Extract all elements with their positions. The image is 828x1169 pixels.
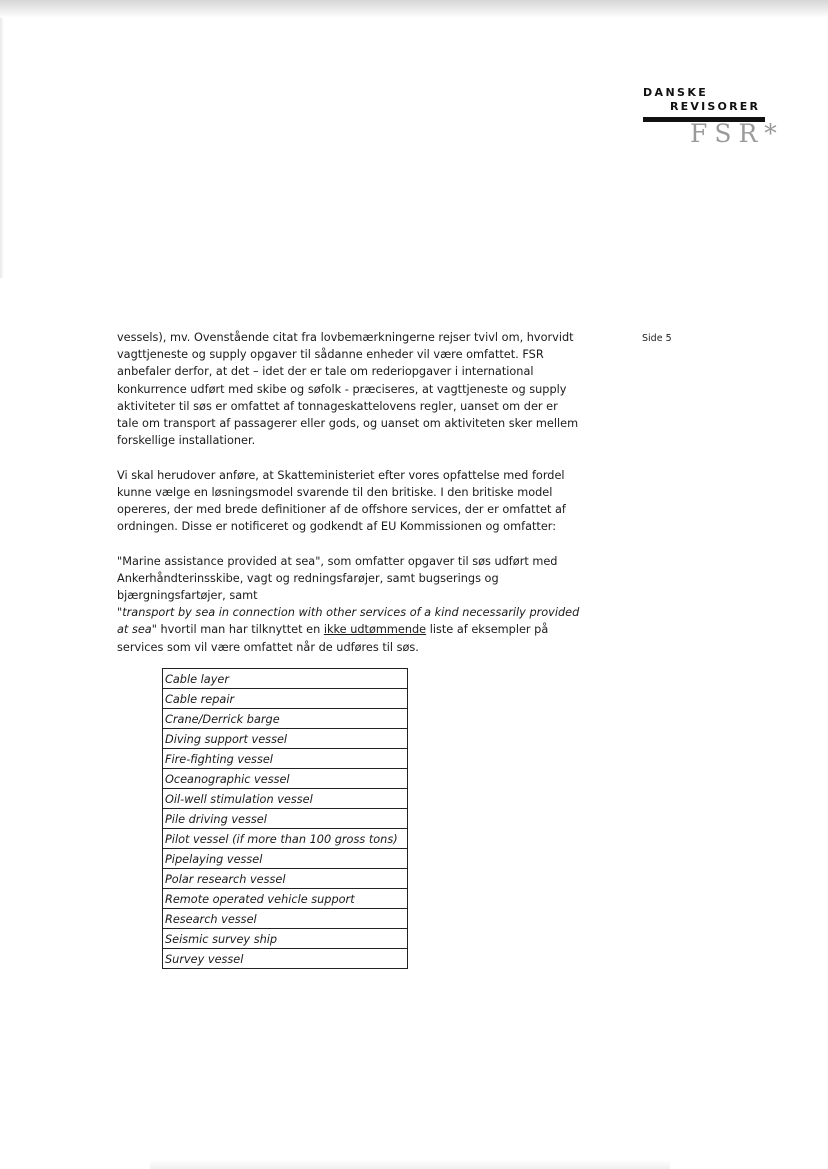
- table-cell: Polar research vessel: [163, 869, 408, 889]
- table-cell: Pile driving vessel: [163, 809, 408, 829]
- table-row: [163, 789, 408, 809]
- paragraph-3-emphasis: ikke udtømmende: [323, 623, 427, 637]
- table-row: [163, 829, 408, 849]
- logo-line-danske: DANSKE: [643, 86, 709, 99]
- table-cell: Diving support vessel: [163, 729, 408, 749]
- table-cell: Crane/Derrick barge: [163, 709, 408, 729]
- table-row: [163, 869, 408, 889]
- scan-top-edge: [0, 0, 828, 18]
- table-row: [163, 689, 408, 709]
- table-cell: Research vessel: [163, 909, 408, 929]
- paragraph-3: [117, 553, 617, 656]
- table-row: [163, 749, 408, 769]
- table-cell: Survey vessel: [163, 949, 408, 969]
- scan-bottom-edge: [150, 1160, 670, 1169]
- fsr-logo: [600, 86, 784, 156]
- table-cell: Cable layer: [163, 669, 408, 689]
- table-row: [163, 809, 408, 829]
- table-row: [163, 949, 408, 969]
- paragraph-3-text: hvortil man har tilknyttet en: [156, 623, 324, 637]
- document-body: [117, 329, 617, 656]
- table-row: [163, 769, 408, 789]
- table-row: [163, 729, 408, 749]
- page-number: Side 5: [642, 333, 672, 344]
- table-row: [163, 889, 408, 909]
- table-cell: Fire-fighting vessel: [163, 749, 408, 769]
- table-row: [163, 909, 408, 929]
- table-cell: Pipelaying vessel: [163, 849, 408, 869]
- table-row: [163, 929, 408, 949]
- paragraph-3-tail: liste af eksempler på services som vil være omfattet når de udføres til søs.: [117, 623, 549, 654]
- paragraph-3-intro: "Marine assistance provided at sea", som omfatter opgaver til søs udført med Ankerhåndterinsskibe, vagt og redningsfarøjer, samt bugserings og bjærgningsfartøjer, samt: [117, 554, 558, 603]
- table-cell: Oceanographic vessel: [163, 769, 408, 789]
- table-cell: Oil-well stimulation vessel: [163, 789, 408, 809]
- table-row: [163, 849, 408, 869]
- table-row: [163, 669, 408, 689]
- table-row: [163, 709, 408, 729]
- table-cell: Cable repair: [163, 689, 408, 709]
- logo-mark-fsr: FSR*: [690, 119, 784, 148]
- table-cell: Remote operated vehicle support: [163, 889, 408, 909]
- paragraph-1: vessels), mv. Ovenstående citat fra lovbemærkningerne rejser tvivl om, hvorvidt vagttjeneste og supply opgaver til sådanne enheder vil være omfattet. FSR anbefaler derfor, at det – idet der er tale om rederiopgaver i international konkurrence udført med skibe og søfolk - præciseres, at vagttjeneste og supply aktiviteter til søs er omfattet af tonnageskattelovens regler, uanset om der er tale om transport af passagerer eller gods, og uanset om aktiviteten sker mellem forskellige installationer.: [117, 331, 579, 448]
- paragraph-3-quote: "transport by sea in connection with other services of a kind necessarily provided at sea": [117, 606, 580, 637]
- paragraph-2: Vi skal herudover anføre, at Skatteministeriet efter vores opfattelse med fordel kunne vælge en løsningsmodel svarende til den britiske. I den britiske model opereres, der med brede definitioner af de offshore services, der er omfattet af ordningen. Disse er notificeret og godkendt af EU Kommissionen og omfatter:: [117, 468, 566, 534]
- scan-left-edge: [0, 18, 4, 278]
- logo-line-revisorer: REVISORER: [670, 100, 761, 113]
- vessel-examples-table: [162, 668, 408, 969]
- table-cell: Pilot vessel (if more than 100 gross tons): [163, 829, 408, 849]
- table-cell: Seismic survey ship: [163, 929, 408, 949]
